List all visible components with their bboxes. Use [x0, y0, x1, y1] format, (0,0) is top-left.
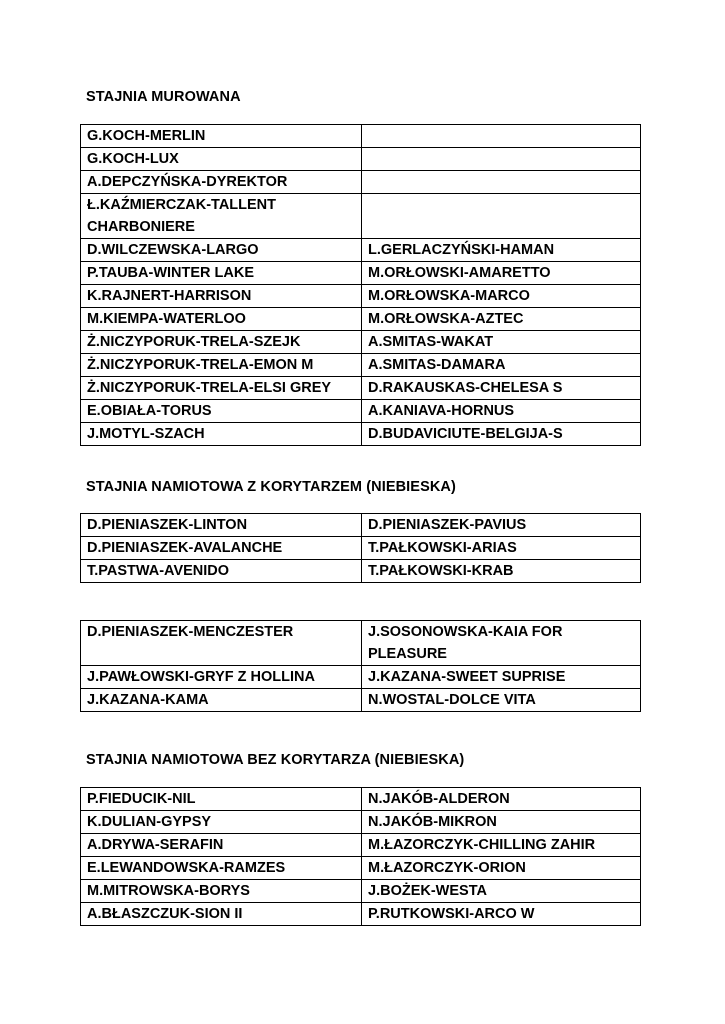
- table-cell: M.ŁAZORCZYK-ORION: [362, 857, 641, 880]
- table-cell: P.FIEDUCIK-NIL: [81, 788, 362, 811]
- table-cell: A.SMITAS-DAMARA: [362, 354, 641, 377]
- table-cell: J.KAZANA-SWEET SUPRISE: [362, 666, 641, 689]
- table-row: [81, 621, 641, 666]
- table-row: [81, 880, 641, 903]
- table-cell: D.PIENIASZEK-PAVIUS: [362, 514, 641, 537]
- table-cell: K.RAJNERT-HARRISON: [81, 285, 362, 308]
- table-cell: E.LEWANDOWSKA-RAMZES: [81, 857, 362, 880]
- table-cell: M.KIEMPA-WATERLOO: [81, 308, 362, 331]
- table-cell: [362, 194, 641, 239]
- table-cell: M.ORŁOWSKA-MARCO: [362, 285, 641, 308]
- table-cell: A.BŁASZCZUK-SION II: [81, 903, 362, 926]
- table-cell: P.TAUBA-WINTER LAKE: [81, 262, 362, 285]
- table-cell: [362, 171, 641, 194]
- table-cell: A.SMITAS-WAKAT: [362, 331, 641, 354]
- table-row: [81, 354, 641, 377]
- table-cell: G.KOCH-LUX: [81, 148, 362, 171]
- table-row: [81, 689, 641, 712]
- table-row: [81, 560, 641, 583]
- table-row: [81, 423, 641, 446]
- table-row: [81, 400, 641, 423]
- table-z-korytarzem-2: [80, 620, 641, 712]
- table-row: [81, 811, 641, 834]
- table-cell: M.ORŁOWSKA-AZTEC: [362, 308, 641, 331]
- table-z-korytarzem: [80, 513, 641, 583]
- table-row: [81, 857, 641, 880]
- table-cell: K.DULIAN-GYPSY: [81, 811, 362, 834]
- table-cell: P.RUTKOWSKI-ARCO W: [362, 903, 641, 926]
- table-row: [81, 903, 641, 926]
- table-cell: D.PIENIASZEK-AVALANCHE: [81, 537, 362, 560]
- table-cell: J.MOTYL-SZACH: [81, 423, 362, 446]
- table-row: [81, 308, 641, 331]
- table-cell: G.KOCH-MERLIN: [81, 125, 362, 148]
- table-cell: M.MITROWSKA-BORYS: [81, 880, 362, 903]
- table-cell: A.DEPCZYŃSKA-DYREKTOR: [81, 171, 362, 194]
- table-row: [81, 125, 641, 148]
- section-heading-bez-korytarza: STAJNIA NAMIOTOWA BEZ KORYTARZA (NIEBIESKA): [86, 752, 465, 768]
- table-cell: T.PASTWA-AVENIDO: [81, 560, 362, 583]
- table-cell: D.WILCZEWSKA-LARGO: [81, 239, 362, 262]
- table-cell: [362, 125, 641, 148]
- table-cell: D.RAKAUSKAS-CHELESA S: [362, 377, 641, 400]
- table-cell: N.JAKÓB-MIKRON: [362, 811, 641, 834]
- table-cell: Ż.NICZYPORUK-TRELA-EMON M: [81, 354, 362, 377]
- table-cell: Ł.KAŹMIERCZAK-TALLENT CHARBONIERE: [81, 194, 362, 239]
- table-cell: M.ORŁOWSKI-AMARETTO: [362, 262, 641, 285]
- table-cell: T.PAŁKOWSKI-KRAB: [362, 560, 641, 583]
- table-row: [81, 148, 641, 171]
- table-row: [81, 377, 641, 400]
- table-cell: L.GERLACZYŃSKI-HAMAN: [362, 239, 641, 262]
- table-bez-korytarza: [80, 787, 641, 926]
- table-cell: Ż.NICZYPORUK-TRELA-ELSI GREY: [81, 377, 362, 400]
- table-cell: J.KAZANA-KAMA: [81, 689, 362, 712]
- table-cell: J.SOSONOWSKA-KAIA FOR PLEASURE: [362, 621, 641, 666]
- table-cell: [362, 148, 641, 171]
- table-cell: J.BOŻEK-WESTA: [362, 880, 641, 903]
- table-row: [81, 666, 641, 689]
- table-murowana: [80, 124, 641, 446]
- table-cell: A.DRYWA-SERAFIN: [81, 834, 362, 857]
- table-cell: D.PIENIASZEK-LINTON: [81, 514, 362, 537]
- table-row: [81, 514, 641, 537]
- table-cell: A.KANIAVA-HORNUS: [362, 400, 641, 423]
- table-cell: N.JAKÓB-ALDERON: [362, 788, 641, 811]
- table-cell: J.PAWŁOWSKI-GRYF Z HOLLINA: [81, 666, 362, 689]
- table-cell: D.BUDAVICIUTE-BELGIJA-S: [362, 423, 641, 446]
- table-cell: T.PAŁKOWSKI-ARIAS: [362, 537, 641, 560]
- table-row: [81, 262, 641, 285]
- table-row: [81, 537, 641, 560]
- table-cell: Ż.NICZYPORUK-TRELA-SZEJK: [81, 331, 362, 354]
- table-cell: D.PIENIASZEK-MENCZESTER: [81, 621, 362, 666]
- table-row: [81, 788, 641, 811]
- table-row: [81, 194, 641, 239]
- table-cell: M.ŁAZORCZYK-CHILLING ZAHIR: [362, 834, 641, 857]
- table-row: [81, 834, 641, 857]
- table-row: [81, 239, 641, 262]
- section-heading-z-korytarzem: STAJNIA NAMIOTOWA Z KORYTARZEM (NIEBIESKA): [86, 479, 456, 495]
- table-row: [81, 171, 641, 194]
- table-row: [81, 285, 641, 308]
- section-heading-murowana: STAJNIA MUROWANA: [86, 89, 241, 105]
- table-cell: E.OBIAŁA-TORUS: [81, 400, 362, 423]
- table-row: [81, 331, 641, 354]
- table-cell: N.WOSTAL-DOLCE VITA: [362, 689, 641, 712]
